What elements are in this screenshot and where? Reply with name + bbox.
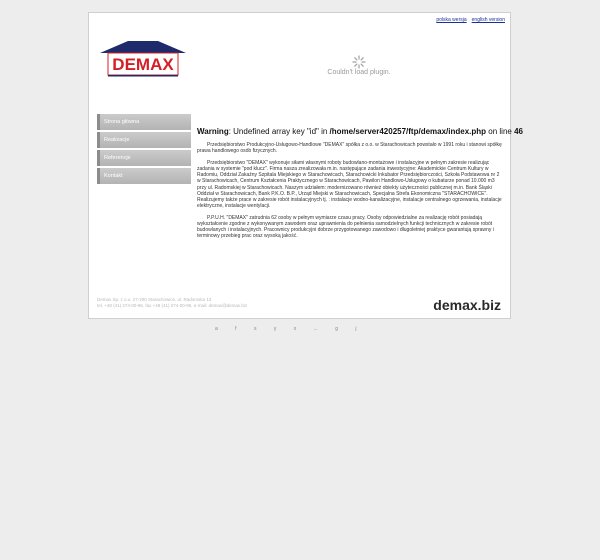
logo-text: DEMAX (112, 55, 174, 74)
bottom-letter: x (293, 326, 297, 332)
warning-on-line: on line (486, 127, 515, 136)
warning-label: Warning (197, 127, 229, 136)
bottom-letter: g (335, 326, 338, 332)
plugin-placeholder (309, 55, 409, 76)
language-switcher (436, 17, 510, 23)
bottom-letter: y (273, 326, 277, 332)
nav-item-references[interactable]: Referencje (97, 150, 191, 166)
warning-message: : Undefined array key "id" in (228, 127, 330, 136)
projects-paragraph: Przedsiębiorstwo "DEMAX" wykonuje siłami własnymi roboty budowlano-montażowe i instalacyjne w pełnym zakresie realizując zadania w systemie "pod klucz". Firma nasza zrealizowała m.in. następujące zadania inwestycyjne: Akademickie Centrum Kultury w Radomiu, Oddział Zakaźny Szpitala Miejskiego w Starachowicach, Starachowicki Inkubator Przedsiębiorczości, Szkoła Podstawowa nr 2 w Starachowicach, Centrum Kształcenia Praktycznego w Starachowicach, Pawilon Handlowo-Usługowy o kubaturze ponad 10.000 m3 przy ul. Radomskiej w Starachowicach. Naszym udziałem: modernizowano również obiekty użyteczności publicznej m.in. Bank Śląski Oddział w Starachowicach, Bank P.K.O. B.P., Urząd Miejski w Starachowicach, Specjalna Strefa Ekonomiczna "STARACHOWICE". Realizujemy także prace w zakresie robót instalacyjnych tj. : instalacje wodno-kanalizacyjne, instalacje centralnego ogrzewania, instalacje elektryczne, instalacje wentylacji. (197, 160, 502, 209)
footer-brand: demax.biz (433, 297, 501, 313)
bottom-letter: j (355, 326, 357, 332)
warning-line-number: 46 (514, 127, 523, 136)
footer-address-line: Demax Sp. z o.o. 27-200 Starachowice, ul. Radomska 13 (97, 297, 212, 302)
footer-address (97, 297, 297, 309)
bottom-letter: a (215, 326, 218, 332)
staff-paragraph: P.P.U.H. "DEMAX" zatrudnia 62 osoby w pełnym wymiarze czasu pracy. Osoby odpowiedzialne za realizację robót posiadają wykształcenie zgodne z wykonywanym zawodem oraz uprawnienia do pełnienia samodzielnych funkcji technicznych w zakresie robót budowlanych i instalacyjnych. Pracownicy produkcyjni dobrze przygotowanego zawodowo i długoletniej praktyce gwarantują sprawny i terminowy przebieg prac oraz wysoką jakość. (197, 214, 494, 240)
nav-item-projects[interactable]: Realizacje (97, 132, 191, 148)
english-version-link[interactable]: english version (471, 17, 505, 23)
bottom-letter: f (235, 326, 237, 332)
logo-graphic (98, 39, 188, 79)
demax-logo[interactable] (98, 39, 188, 79)
puzzle-icon (352, 55, 366, 69)
intro-paragraph: Przedsiębiorstwo Produkcyjno-Usługowo-Handlowe "DEMAX" spółka z o.o. w Starachowicach powstało w 1991 roku i stanowi spółkę prawa handlowego osób fizycznych. (197, 142, 502, 155)
warning-path: /home/server420257/ftp/demax/index.php (329, 127, 487, 136)
polish-version-link[interactable]: polska wersja (436, 17, 467, 23)
plugin-message: Couldn't load plugin. (327, 69, 391, 76)
bottom-letter: s (253, 326, 257, 332)
nav-item-home[interactable]: Strona główna (97, 114, 191, 130)
bottom-letter-row (215, 326, 372, 332)
main-content (197, 127, 523, 245)
footer-contact-line: tel. +48 (41) 274-00-96, fax +48 (41) 274-00-96, e-mail: demax@demax.biz (97, 303, 248, 308)
page-frame (88, 12, 523, 319)
bottom-letter: ... (313, 326, 318, 332)
php-warning (197, 127, 523, 136)
nav-item-contact[interactable]: Kontakt (97, 168, 191, 184)
sidebar-nav (97, 114, 191, 186)
